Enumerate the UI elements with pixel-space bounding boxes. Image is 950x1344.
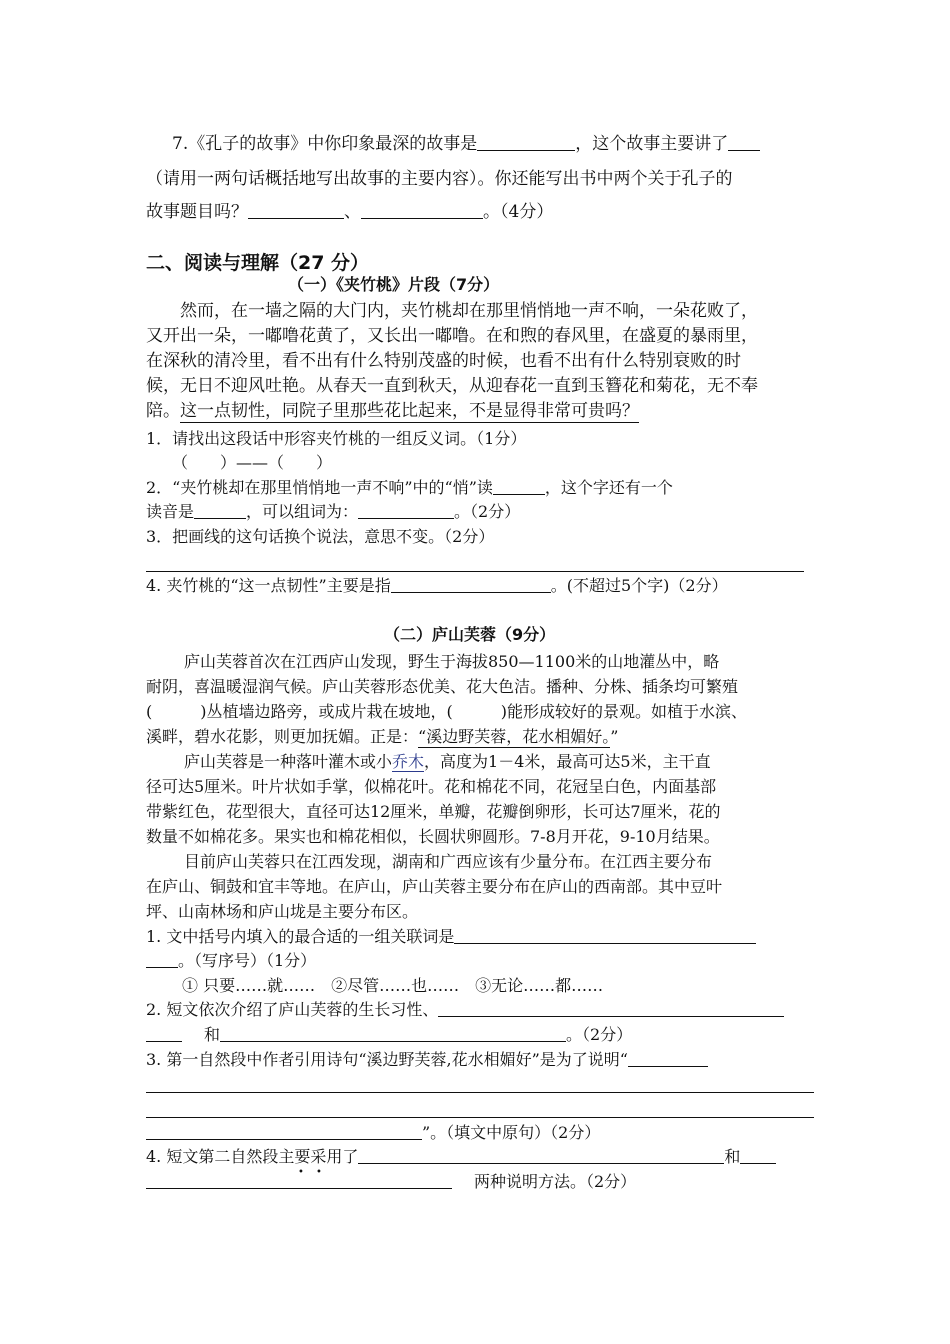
part2-para-line: 坪、山南林场和庐山垅是主要分布区。 xyxy=(146,902,419,921)
answer-blank[interactable] xyxy=(477,149,575,151)
q-text: ”。（填文中原句）（2分） xyxy=(422,1123,601,1142)
part2-question-1 xyxy=(146,929,756,945)
part2-para-line: 径可达5厘米。叶片状如手掌，似棉花叶。花和棉花不同，花冠呈白色，内面基部 xyxy=(146,777,717,796)
answer-blank[interactable] xyxy=(146,1138,422,1140)
part1-question-2-cont xyxy=(146,504,520,520)
part2-para-line: 数量不如棉花多。果实也和棉花相似，长圆状卵圆形。7-8月开花，9-10月结果。 xyxy=(146,827,720,846)
part2-para-line: 耐阴，喜温暖湿润气候。庐山芙蓉形态优美、花大色洁。播种、分株、插条均可繁殖 xyxy=(146,677,739,696)
section-heading: 二、阅读与理解（27 分） xyxy=(146,252,370,274)
p-text: 溪畔，碧水花影，则更加抚媚。正是： xyxy=(146,727,419,746)
q7-text-a: 7.《孔子的故事》中你印象最深的故事是 xyxy=(172,134,478,154)
part1-para-line: 又开出一朵，一嘟噜花黄了，又长出一嘟噜。在和煦的春风里，在盛夏的暴雨里， xyxy=(146,326,758,346)
emphasis-dot: • xyxy=(316,1167,322,1178)
answer-blank[interactable] xyxy=(358,517,454,519)
p-text: ，高度为1－4米，最高可达5米，主干直 xyxy=(424,752,711,771)
answer-blank[interactable] xyxy=(391,591,551,593)
part1-para-line: 在深秋的清冷里，看不出有什么特别茂盛的时候，也看不出有什么特别衰败的时 xyxy=(146,351,741,371)
part1-question-1: 1．请找出这段话中形容夹竹桃的一组反义词。（1分） xyxy=(146,429,527,448)
q-text: 读音是 xyxy=(146,502,195,521)
hyperlink-tree[interactable]: 乔木 xyxy=(392,752,425,771)
part1-para-line xyxy=(146,403,639,420)
answer-blank[interactable] xyxy=(146,1040,182,1042)
part1-text: 陪。 xyxy=(146,401,180,421)
q-text: 2. 短文依次介绍了庐山芙蓉的生长习性、 xyxy=(146,1000,439,1019)
q-text: 1. 文中括号内填入的最合适的一组关联词是 xyxy=(146,927,455,946)
q-text: 4. 夹竹桃的“这一点韧性”主要是指 xyxy=(146,576,391,595)
part2-question-2-cont xyxy=(146,1027,632,1043)
part1-question-4 xyxy=(146,578,728,594)
q-text: 4. 短文第二自然段主要采用了 xyxy=(146,1147,359,1166)
answer-blank[interactable] xyxy=(358,1162,724,1164)
part2-para-line: 庐山芙蓉首次在江西庐山发现，野生于海拔850—1100米的山地灌丛中，略 xyxy=(184,652,720,671)
option-list: ① 只要……就…… ②尽管……也…… ③无论……都…… xyxy=(182,976,604,995)
answer-blank[interactable] xyxy=(454,942,756,944)
q-text: 和 xyxy=(204,1025,221,1044)
p-text: ” xyxy=(610,727,619,746)
q-text: 。（写序号）（1分） xyxy=(178,951,317,970)
q7-text-c: 故事题目吗？ xyxy=(146,202,248,222)
part2-question-2 xyxy=(146,1002,784,1018)
part2-para-line: 在庐山、铜鼓和宜丰等地。在庐山，庐山芙蓉主要分布在庐山的西南部。其中豆叶 xyxy=(146,877,723,896)
q-text: 和 xyxy=(724,1147,741,1166)
q7-sep: 、 xyxy=(344,202,361,222)
part2-question-4-cont xyxy=(146,1174,636,1190)
answer-line[interactable] xyxy=(146,1092,814,1093)
q-text: 。（2分） xyxy=(566,1025,633,1044)
answer-blank[interactable] xyxy=(146,1187,452,1189)
emphasis-dot: • xyxy=(298,1167,304,1178)
answer-blank[interactable] xyxy=(361,217,483,219)
underlined-sentence: 这一点韧性，同院子里那些花比起来，不是显得非常可贵吗？ xyxy=(180,401,639,421)
q-text: 。（2分） xyxy=(454,502,521,521)
q-text: 两种说明方法。（2分） xyxy=(474,1172,637,1191)
answer-blank[interactable] xyxy=(628,1065,708,1067)
answer-blank[interactable] xyxy=(248,217,344,219)
part2-question-3 xyxy=(146,1052,708,1068)
part2-para-line xyxy=(184,754,711,770)
answer-blank[interactable] xyxy=(728,149,760,151)
q7-text-b: ，这个故事主要讲了 xyxy=(575,134,729,154)
answer-blank[interactable] xyxy=(438,1015,784,1017)
answer-blank[interactable] xyxy=(740,1162,776,1164)
quoted-poem: “溪边野芙蓉，花水相媚好。 xyxy=(418,727,611,746)
q-text: 。(不超过5个字)（2分） xyxy=(550,576,728,595)
q-text: 2．“夹竹桃却在那里悄悄地一声不响”中的“悄”读 xyxy=(146,478,493,497)
part2-question-4 xyxy=(146,1149,776,1165)
q7-line2: （请用一两句话概括地写出故事的主要内容）。你还能写出书中两个关于孔子的 xyxy=(146,169,733,189)
part1-para-line: 然而，在一墙之隔的大门内，夹竹桃却在那里悄悄地一声不响，一朵花败了， xyxy=(180,301,758,321)
q7-line1 xyxy=(172,136,760,153)
answer-line[interactable] xyxy=(146,571,804,572)
q7-line3 xyxy=(146,204,553,221)
q7-score: 。（4分） xyxy=(483,202,554,222)
answer-blank[interactable] xyxy=(493,493,545,495)
part2-title: （二）庐山芙蓉（9分） xyxy=(384,625,556,644)
part2-para-line: 带紫红色，花型很大，直径可达12厘米，单瓣，花瓣倒卵形，长可达7厘米，花的 xyxy=(146,802,721,821)
part1-question-2 xyxy=(146,480,673,496)
part1-title: （一）《夹竹桃》片段（7分） xyxy=(288,275,500,294)
part2-para-line: ( )丛植墙边路旁，或成片栽在坡地，( )能形成较好的景观。如植于水滨、 xyxy=(146,702,747,721)
p-text: 庐山芙蓉是一种落叶灌木或小 xyxy=(184,752,393,771)
q-text: 3. 第一自然段中作者引用诗句“溪边野芙蓉,花水相媚好”是为了说明“ xyxy=(146,1050,628,1069)
antonym-blanks[interactable]: （ ）——（ ） xyxy=(172,453,333,472)
part2-para-line xyxy=(146,729,618,745)
answer-blank[interactable] xyxy=(194,517,246,519)
q-text: ，这个字还有一个 xyxy=(544,478,673,497)
answer-blank[interactable] xyxy=(146,966,178,968)
part2-question-1-cont xyxy=(146,953,316,969)
answer-blank[interactable] xyxy=(220,1040,566,1042)
q-text: ，可以组词为： xyxy=(246,502,359,521)
part1-question-3: 3．把画线的这句话换个说法，意思不变。（2分） xyxy=(146,527,495,546)
part1-para-line: 候，无日不迎风吐艳。从春天一直到秋天，从迎春花一直到玉簪花和菊花，无不奉 xyxy=(146,376,758,396)
part2-question-3-cont xyxy=(146,1125,600,1141)
answer-line[interactable] xyxy=(146,1117,814,1118)
part2-para-line: 目前庐山芙蓉只在江西发现，湖南和广西应该有少量分布。在江西主要分布 xyxy=(184,852,713,871)
